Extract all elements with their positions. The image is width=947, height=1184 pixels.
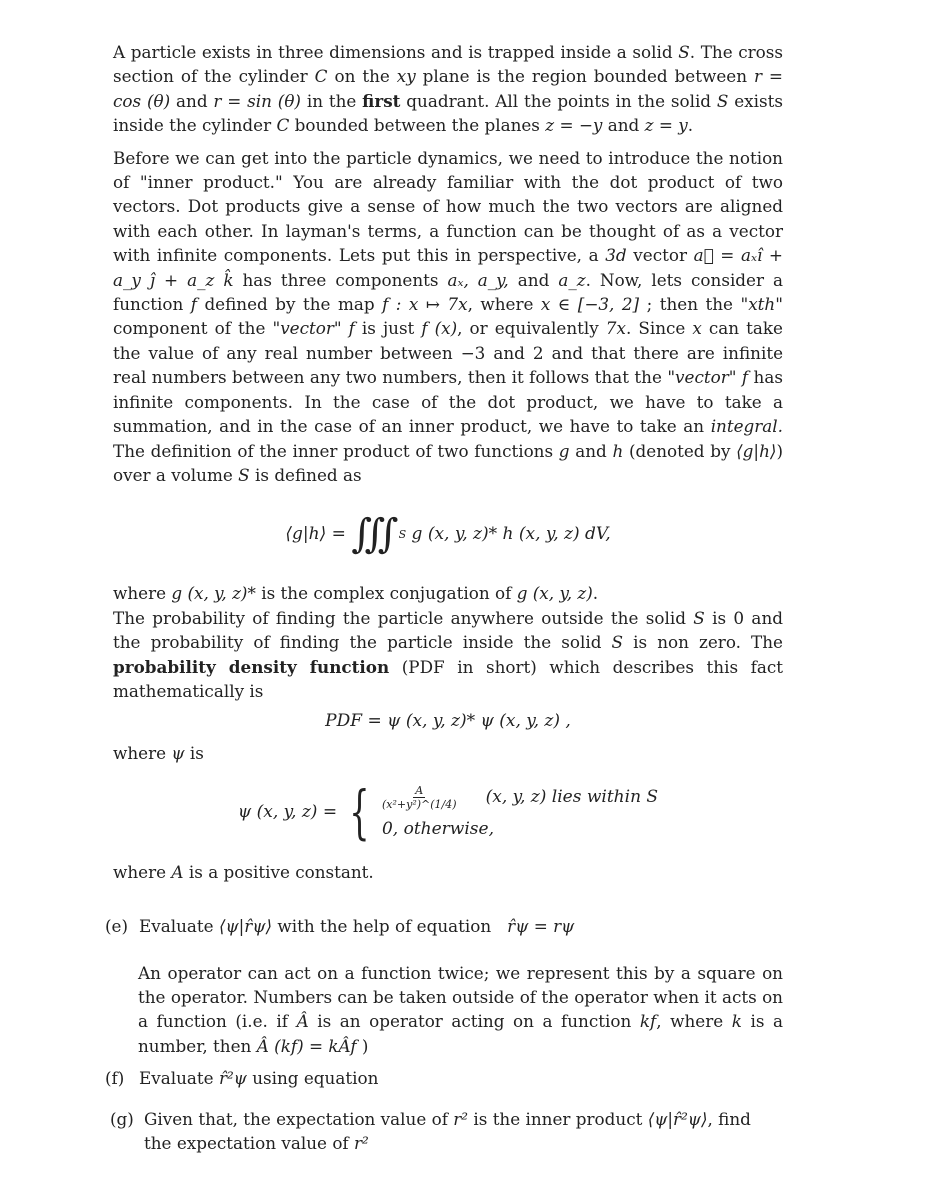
triple-integral-symbol: ∭ xyxy=(351,511,385,558)
piecewise-cases xyxy=(382,784,658,839)
inner-product-paragraph: Before we can get into the particle dynamics, we need to introduce the notion of "inner product." You are already familiar with the dot product of two vectors. Dot products give a sense of how much the two vectors are aligned with each other. In layman's terms, a function can be thought of as a vector with infinite components. Lets put this in perspective, a 3d vector a⃗ = aₓî + a_y ĵ + a_z k̂ has three components aₓ, a_y, and a_z. Now, lets consider a function f defined by the map f : x ↦ 7x, where x ∈ [−3, 2] ; then the "xth" component of the "vector" f is just f (x), or equivalently 7x. Since x can take the value of any real number between −3 and 2 and that there are infinite real numbers between any two numbers, then it follows that the "vector" f has infinite components. In the case of the dot product, we have to take a summation, and in the case of an inner product, we have to take an integral. The definition of the inner product of two functions g and h (denoted by ⟨g|h⟩) over a volume S is defined as xyxy=(113,147,784,485)
where-a-line: where A is a positive constant. xyxy=(113,861,374,882)
where-psi-line: where ψ is xyxy=(113,743,204,764)
fraction: $\frac{A}{\text{(x²+y²)\textasciicircum{}(1/4)}}$ xyxy=(381,784,457,812)
operator-note: An operator can act on a function twice; we represent this by a square on the operator. Numbers can be taken outside of the operator when it acts on a function (i.e. if Â is an operator acting on a function kf, where k is a number, then Â (kf) = kÂf ) xyxy=(138,962,783,1056)
part-f: (f) Evaluate r̂²ψ using equation xyxy=(105,1068,379,1089)
document-page xyxy=(105,40,784,1155)
left-brace-icon: { xyxy=(349,777,370,846)
inner-product-equation: ⟨g|h⟩ = ∭ S g (x, y, z)* h (x, y, z) dV, xyxy=(285,511,611,558)
pdf-paragraph: where g (x, y, z)* is the complex conjugation of g (x, y, z). The probability of finding the particle anywhere outside the solid S is 0 and the probability of finding the particle inside the solid S is non zero. The probability density function (PDF in short) which describes this fact mathematically is xyxy=(113,583,784,701)
case-1: $\frac{A}{\text{(x²+y²)\textasciicircum{}(1/4)}}$ (x, y, z) lies within S xyxy=(381,784,659,812)
pdf-equation: PDF = ψ (x, y, z)* ψ (x, y, z) , xyxy=(325,711,571,732)
case-2: 0, otherwise, xyxy=(381,819,494,840)
part-e: (e) Evaluate ⟨ψ|r̂ψ⟩ with the help of equation r̂ψ = rψ xyxy=(105,916,575,937)
psi-piecewise-equation: ψ (x, y, z) = { $\frac{A}{\text{(x²+y²)\textasciicircum{}(1/4)}}$ (x, y, z) lies within S 0, otherwise, xyxy=(237,777,659,846)
part-g: (g) Given that, the expectation value of r² is the inner product ⟨ψ|r̂²ψ⟩, find the expectation value of r² xyxy=(110,1108,751,1153)
intro-paragraph: A particle exists in three dimensions and is trapped inside a solid S. The cross section of the cylinder C on the xy plane is the region bounded between r = cos (θ) and r = sin (θ) in the first quadrant. All the points in the solid S exists inside the cylinder C bounded between the planes z = −y and z = y. xyxy=(113,42,783,136)
